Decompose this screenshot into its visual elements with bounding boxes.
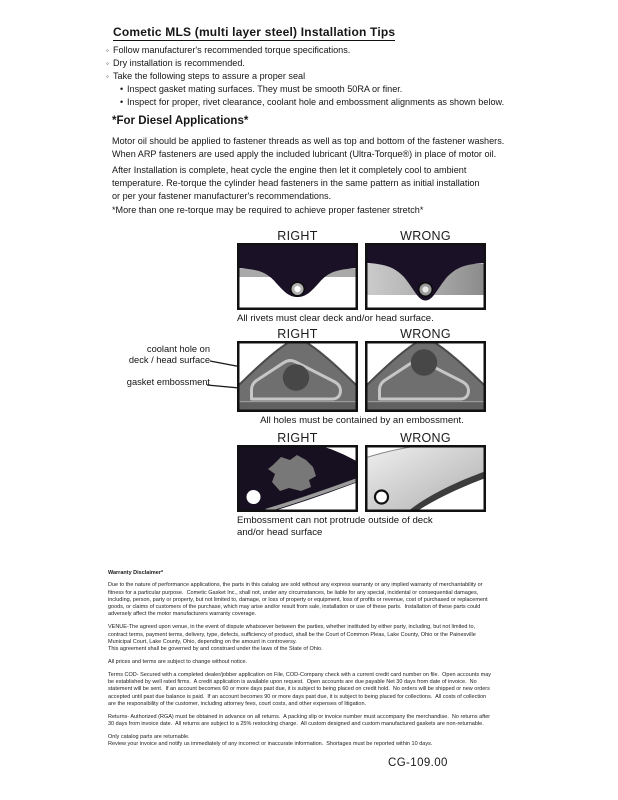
diesel-paragraph: After Installation is complete, heat cycle the engine then let it completely cool to ambient temperature. Re-torque the cylinder head fasteners in the same pattern as initial installation or per your fastener manufacturer's recommendations. bbox=[112, 165, 480, 201]
tip-text: Inspect for proper, rivet clearance, coolant hole and embossment alignments as shown below. bbox=[127, 97, 505, 107]
list-item bbox=[106, 57, 504, 70]
installation-tips-list bbox=[106, 44, 504, 109]
bullet-icon: • bbox=[120, 84, 124, 94]
bullet-icon: • bbox=[120, 97, 124, 107]
diagram-rivet-wrong bbox=[365, 243, 486, 310]
open-bullet-icon: ◦ bbox=[106, 46, 109, 55]
tip-text: Follow manufacturer's recommended torque specifications. bbox=[113, 45, 351, 55]
warranty-disclaimer bbox=[108, 570, 491, 754]
page-title: Cometic MLS (multi layer steel) Installation Tips bbox=[113, 25, 396, 39]
open-bullet-icon: ◦ bbox=[106, 59, 109, 68]
disclaimer-paragraph: VENUE-The agreed upon venue, in the event of dispute whatsoever between the parties, whether instituted by either party, including, but not limited to, contract terms, payment terms, delivery, type, defects, sufficiency of product, shall be the Court of Common Pleas, Lake County, Ohio or the Painesville Municipal Court, Lake County, Ohio, depending on the amount in controversy. This agreement shall be governed by and construed under the laws of the State of Ohio. bbox=[108, 624, 476, 653]
page-number: CG-109.00 bbox=[388, 757, 448, 769]
figure-caption: All rivets must clear deck and/or head surface. bbox=[237, 313, 434, 324]
diagram-protrusion-wrong bbox=[365, 445, 486, 512]
figure-caption: Embossment can not protrude outside of deck and/or head surface bbox=[237, 515, 433, 538]
bolt-hole-icon bbox=[247, 490, 261, 504]
right-label: RIGHT bbox=[277, 327, 318, 341]
list-item bbox=[106, 44, 504, 57]
bolt-hole-icon bbox=[375, 491, 388, 504]
tip-text: Inspect gasket mating surfaces. They must be smooth 50RA or finer. bbox=[127, 84, 403, 94]
coolant-hole-icon bbox=[283, 364, 309, 390]
disclaimer-paragraph: Only catalog parts are returnable. Review your invoice and notify us immediately of any incorrect or inaccurate information. Shortages must be reported within 10 days. bbox=[108, 733, 433, 748]
diesel-heading: *For Diesel Applications* bbox=[112, 115, 249, 127]
open-bullet-icon: ◦ bbox=[106, 72, 109, 81]
disclaimer-heading: Warranty Disclaimer* bbox=[108, 570, 164, 576]
list-item bbox=[106, 83, 504, 96]
diagram-embossment-wrong bbox=[365, 341, 486, 412]
diagram-protrusion-right bbox=[237, 445, 358, 512]
wrong-label: WRONG bbox=[400, 431, 451, 445]
figure-caption: All holes must be contained by an embossment. bbox=[260, 415, 464, 426]
diagram-rivet-right bbox=[237, 243, 358, 310]
diagram-embossment-right bbox=[237, 341, 358, 412]
wrong-label: WRONG bbox=[400, 327, 451, 341]
disclaimer-paragraph: All prices and terms are subject to change without notice. bbox=[108, 658, 248, 665]
retorque-note: *More than one re-torque may be required to achieve proper fastener stretch* bbox=[112, 205, 424, 215]
disclaimer-paragraph: Returns- Authorized (RGA) must be obtained in advance on all returns. A packing slip or invoice number must accompany the merchandise. No returns after 30 days from invoice date. All returns are subject to a 25% restocking charge. All custom designed and custom manufactured gaskets are non-returnable. bbox=[108, 713, 491, 728]
disclaimer-paragraph: Terms COD- Secured with a completed dealer/jobber application on File, COD-Company check with a current credit card number on file. Open accounts may be established by well rated firms. A credit application is available upon request. Open accounts are due payable Net 30 days from date of invoice. No statement will be sent. If an account becomes 60 or more days past due, it is subject to being placed on credit hold. No orders will be shipped or new orders accepted until past due balance is paid. If an account becomes 90 or more days past due, it is subject to being placed for collections. All costs of collection are the responsibility of the customer, including attorney fees, court costs, and other expenses of litigation. bbox=[108, 671, 492, 707]
tip-text: Dry installation is recommended. bbox=[113, 58, 245, 68]
wrong-label: WRONG bbox=[400, 229, 451, 243]
coolant-hole-icon bbox=[411, 349, 437, 375]
right-label: RIGHT bbox=[277, 229, 318, 243]
disclaimer-paragraph: Due to the nature of performance applications, the parts in this catalog are sold without any express warranty or any implied warranty of merchantability or fitness for a particular purpose. Cometic Gasket Inc., shall not, under any circumstances, be liable for any special, incidental or consequential damages, including, person, party or property, but not limited to, damage, or loss of property or equipment, loss of profits or revenue, cost of purchased or replacement goods, or claims of customers of the purchase, which may arise and/or result from sale, installation or use of these parts. Installation of these parts could adversely affect the motor manufacturers warranty coverage. bbox=[108, 582, 488, 618]
coolant-hole-label: coolant hole on deck / head surface bbox=[128, 344, 210, 365]
diesel-paragraph: Motor oil should be applied to fastener threads as well as top and bottom of the fastener washers. When ARP fasteners are used apply the included lubricant (Ultra-Torque®) in place of motor oil. bbox=[112, 136, 505, 159]
right-label: RIGHT bbox=[277, 431, 318, 445]
list-item bbox=[106, 96, 504, 109]
gasket-embossment-label: gasket embossment bbox=[126, 377, 210, 387]
list-item bbox=[106, 70, 504, 83]
tip-text: Take the following steps to assure a proper seal bbox=[113, 71, 306, 81]
